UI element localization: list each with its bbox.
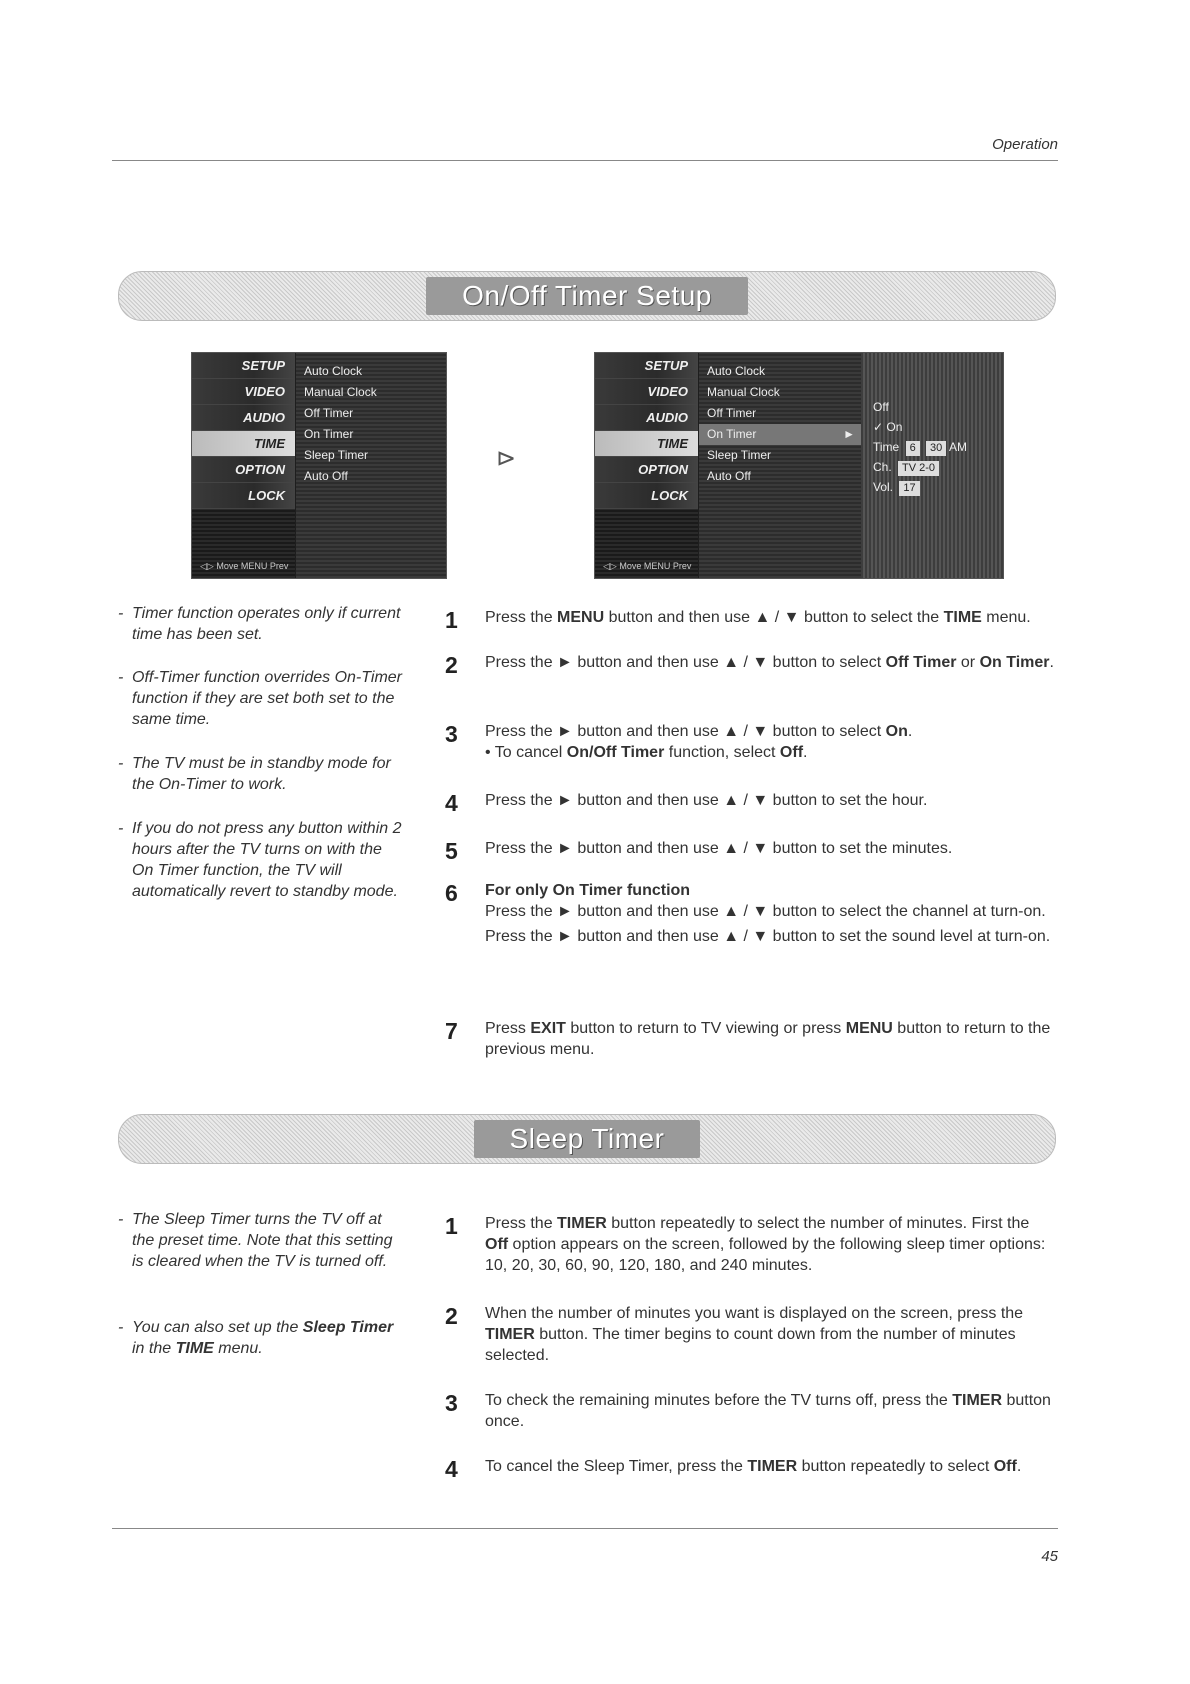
exit-button-label: EXIT xyxy=(530,1020,566,1037)
t: . xyxy=(907,723,913,740)
menu2-opt-auto-off: Auto Off xyxy=(707,469,751,483)
menu2-cat-lock: LOCK xyxy=(595,483,698,509)
menu2-cat-audio: AUDIO xyxy=(595,405,698,431)
onoff-note-3: - The TV must be in standby mode for the On-Timer to work. xyxy=(118,755,391,793)
t: button and then use ▲ / ▼ button to select the xyxy=(604,609,944,626)
onoff-title: On/Off Timer Setup xyxy=(462,280,712,311)
menu-button-label: MENU xyxy=(557,609,605,626)
menu1-cat-audio: AUDIO xyxy=(192,405,295,431)
t: function, select xyxy=(664,744,780,761)
menu2-cat-video: VIDEO xyxy=(595,379,698,405)
time-menu-label: TIME xyxy=(175,1340,214,1357)
step-text xyxy=(485,721,1055,763)
step-text xyxy=(485,1213,1055,1276)
step-number: 6 xyxy=(445,880,458,906)
step-text xyxy=(485,1303,1055,1366)
menu2-cat-setup: SETUP xyxy=(595,353,698,379)
menu2-options xyxy=(699,353,861,578)
t: When the number of minutes you want is displayed on the screen, press the xyxy=(485,1305,1024,1322)
step-text xyxy=(485,1018,1055,1060)
onoff-banner xyxy=(118,271,1056,321)
step-number: 1 xyxy=(445,1213,458,1239)
off-label: Off xyxy=(993,1458,1017,1475)
step-para-1: Press the ► button and then use ▲ / ▼ button to select the channel at turn-on. xyxy=(485,903,1046,920)
t: in the xyxy=(132,1340,176,1357)
t: Press the ► button and then use ▲ / ▼ button to select xyxy=(485,654,886,671)
t: To cancel the Sleep Timer, press the xyxy=(485,1458,748,1475)
off-timer-label: Off Timer xyxy=(885,654,957,671)
menu2-opt-on-timer xyxy=(699,424,861,445)
t: . xyxy=(1016,1458,1022,1475)
submenu-ch-row xyxy=(861,457,1003,477)
onoff-note-1-text: Timer function operates only if current time has been set. xyxy=(132,605,401,643)
t: Press xyxy=(485,1020,531,1037)
t: Press the ► button and then use ▲ / ▼ button to select xyxy=(485,723,886,740)
section-label: Operation xyxy=(992,136,1058,153)
time-menu-label: TIME xyxy=(943,609,982,626)
t: You can also set up the xyxy=(132,1319,303,1336)
footer-rule xyxy=(112,1528,1058,1529)
on-label: On xyxy=(885,723,908,740)
step-text: Press the ► button and then use ▲ / ▼ button to set the hour. xyxy=(485,792,928,809)
onoff-note-1: - Timer function operates only if current time has been set. xyxy=(118,605,401,643)
header-rule xyxy=(112,160,1058,161)
submenu-vol-row xyxy=(861,477,1003,497)
menu2-opt-auto-clock: Auto Clock xyxy=(707,364,766,378)
step-para-2: Press the ► button and then use ▲ / ▼ button to set the sound level at turn-on. xyxy=(485,928,1051,945)
sleep-title: Sleep Timer xyxy=(509,1123,665,1154)
menu2-footer: ◁▷ Move MENU Prev xyxy=(603,561,692,571)
off-label: Off xyxy=(779,744,804,761)
t: Press the xyxy=(485,609,558,626)
menu-screenshot-1 xyxy=(191,352,447,579)
menu1-cat-setup: SETUP xyxy=(192,353,295,379)
sleep-note-2: - You can also set up the Sleep Timer in the TIME menu. xyxy=(118,1319,394,1357)
step-number: 4 xyxy=(445,790,458,816)
submenu-time-label: Time xyxy=(873,440,900,454)
t: button to return to the previous menu. xyxy=(485,1020,1051,1058)
menu1-opt-on-timer: On Timer xyxy=(304,427,354,441)
t: On Timer xyxy=(552,882,623,899)
step-number: 4 xyxy=(445,1456,458,1482)
t: • To cancel xyxy=(485,744,567,761)
step-text xyxy=(485,607,1055,628)
step-number: 2 xyxy=(445,652,458,678)
t: button. The timer begins to count down from the number of minutes selected. xyxy=(485,1326,1016,1364)
step-text xyxy=(485,1456,1055,1477)
menu1-cat-option: OPTION xyxy=(192,457,295,483)
timer-button-label: TIMER xyxy=(952,1392,1002,1409)
step-number: 2 xyxy=(445,1303,458,1329)
submenu-on: ✓ On xyxy=(873,420,903,434)
step-text xyxy=(485,652,1055,673)
t: button repeatedly to select xyxy=(797,1458,994,1475)
step-number: 5 xyxy=(445,838,458,864)
submenu-time-ampm: AM xyxy=(948,440,967,454)
step-subnote xyxy=(485,742,1055,763)
sleep-timer-label: Sleep Timer xyxy=(302,1319,394,1336)
t: button repeatedly to select the number of minutes. First the xyxy=(606,1215,1030,1232)
menu1-opt-auto-off: Auto Off xyxy=(304,469,348,483)
step-number: 7 xyxy=(445,1018,458,1044)
t: To check the remaining minutes before the TV turns off, press the xyxy=(485,1392,953,1409)
submenu-ch-value: TV 2-0 xyxy=(898,461,939,476)
menu1-footer: ◁▷ Move MENU Prev xyxy=(200,561,289,571)
submenu-vol-label: Vol. xyxy=(873,480,894,494)
menu2-opt-sleep-timer: Sleep Timer xyxy=(707,448,772,462)
sleep-note-1-text: The Sleep Timer turns the TV off at the preset time. Note that this setting is cleared when the TV is turned off. xyxy=(132,1211,393,1270)
submenu-time-hour: 6 xyxy=(906,441,920,456)
t: menu. xyxy=(213,1340,263,1357)
play-arrow-icon: ► xyxy=(843,427,855,441)
onoff-note-4-text: If you do not press any button within 2 hours after the TV turns on with the On Timer function, the TV will automatically revert to standby mode. xyxy=(132,820,402,900)
step-heading xyxy=(485,882,690,899)
timer-button-label: TIMER xyxy=(557,1215,607,1232)
submenu-vol-value: 17 xyxy=(899,481,919,496)
onoff-note-3-text: The TV must be in standby mode for the On-Timer to work. xyxy=(132,755,391,793)
menu1-opt-off-timer: Off Timer xyxy=(304,406,354,420)
onoff-note-2: - Off-Timer function overrides On-Timer function if they are set both set to the same time. xyxy=(118,669,402,728)
menu1-opt-auto-clock: Auto Clock xyxy=(304,364,363,378)
step-text: Press the ► button and then use ▲ / ▼ button to set the minutes. xyxy=(485,840,953,857)
menu1-options xyxy=(296,353,446,578)
menu2-opt-off-timer: Off Timer xyxy=(707,406,757,420)
menu2-category-list xyxy=(595,353,698,578)
t: Press the xyxy=(485,1215,558,1232)
submenu-off: Off xyxy=(873,400,889,414)
page-number: 45 xyxy=(1041,1548,1058,1565)
step-text xyxy=(485,1390,1055,1432)
onoff-note-4: - If you do not press any button within 2 hours after the TV turns on with the On Timer function, the TV will automatically revert to standby mode. xyxy=(118,820,402,900)
step-number: 3 xyxy=(445,1390,458,1416)
sleep-banner-inner xyxy=(474,1120,701,1158)
menu1-opt-sleep-timer: Sleep Timer xyxy=(304,448,369,462)
menu-screenshot-2 xyxy=(594,352,1004,579)
menu2-cat-option: OPTION xyxy=(595,457,698,483)
menu-button-label: MENU xyxy=(845,1020,893,1037)
t: . xyxy=(1049,654,1054,671)
menu2-opt-manual-clock: Manual Clock xyxy=(707,385,780,399)
t: button once. xyxy=(485,1392,1051,1430)
t: or xyxy=(956,654,980,671)
onoff-timer-label: On/Off Timer xyxy=(566,744,665,761)
submenu-time-row xyxy=(861,437,1003,457)
submenu-time-min: 30 xyxy=(926,441,946,456)
onoff-note-2-text: Off-Timer function overrides On-Timer function if they are set both set to the same time. xyxy=(132,669,402,728)
step-text xyxy=(485,880,1055,947)
step-number: 1 xyxy=(445,607,458,633)
on-timer-label: On Timer xyxy=(979,654,1050,671)
menu1-opt-manual-clock: Manual Clock xyxy=(304,385,377,399)
submenu-ch-label: Ch. xyxy=(873,460,892,474)
onoff-banner-inner xyxy=(426,277,748,315)
timer-button-label: TIMER xyxy=(747,1458,798,1475)
sleep-banner xyxy=(118,1114,1056,1164)
t: For only xyxy=(485,882,553,899)
timer-button-label: TIMER xyxy=(485,1326,535,1343)
on-timer-submenu xyxy=(861,353,1003,578)
menu1-category-list xyxy=(192,353,295,578)
menu1-cat-lock: LOCK xyxy=(192,483,295,509)
menu1-cat-video: VIDEO xyxy=(192,379,295,405)
step-number: 3 xyxy=(445,721,458,747)
t: function xyxy=(622,882,691,899)
t: menu. xyxy=(981,609,1031,626)
off-label: Off xyxy=(485,1236,509,1253)
menu1-cat-time: TIME xyxy=(192,431,295,457)
t: option appears on the screen, followed by the following sleep timer options: 10, 20, 30, 60, 90, 120, 180, and 240 minutes. xyxy=(485,1236,1046,1274)
t: button to return to TV viewing or press xyxy=(565,1020,846,1037)
menu2-cat-time: TIME xyxy=(595,431,698,457)
arrow-right-icon: ⊳ xyxy=(496,445,517,472)
menu2-opt-on-timer-label: On Timer xyxy=(707,427,757,441)
t: . xyxy=(803,744,808,761)
sleep-note-1: - The Sleep Timer turns the TV off at the preset time. Note that this setting is cleared when the TV is turned off. xyxy=(118,1211,393,1270)
